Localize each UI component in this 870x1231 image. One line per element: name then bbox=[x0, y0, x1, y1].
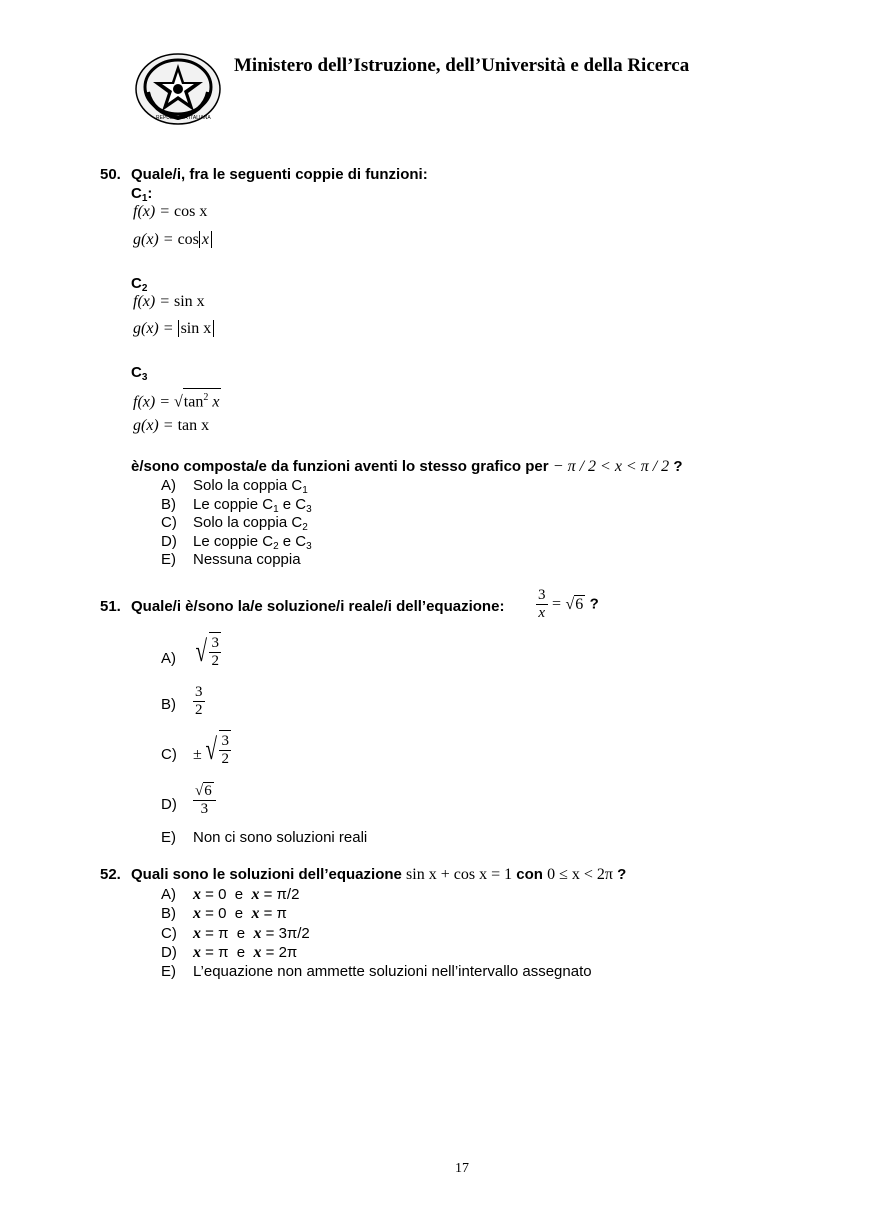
q50-pair-label: $C_1$: bbox=[131, 185, 153, 204]
q50-c1-f: f(x) = cos x bbox=[133, 203, 208, 220]
q50-c3-f: $f(x) = √\tan^2$ x bbox=[133, 388, 221, 411]
option-row: C) Solo la coppia $C_2$ bbox=[161, 514, 308, 533]
option-row: B) x = 0 e x = π bbox=[161, 905, 287, 922]
option-row: A) x = 0 e x = π/2 bbox=[161, 886, 300, 903]
page-number: 17 bbox=[455, 1161, 469, 1176]
q52-question: Quali sono le soluzioni dell’equazione sin x + cos x = 1 con 0 ≤ x < 2π ? bbox=[131, 866, 627, 883]
q50-pair-label: $C_3$ bbox=[131, 364, 148, 383]
option-row: B) Le coppie $C_1$ e $C_3$ bbox=[161, 496, 312, 515]
ministry-title: Ministero dell’Istruzione, dell’Università e della Ricerca bbox=[234, 55, 690, 76]
q50-number: 50. bbox=[100, 166, 121, 183]
q50-conclusion: è/sono composta/e da funzioni aventi lo stesso grafico per − π / 2 < x < π / 2 ? bbox=[131, 458, 683, 475]
option-row: A) Solo la coppia $C_1$ bbox=[161, 477, 308, 496]
q51-option-e: E) Non ci sono soluzioni reali bbox=[161, 829, 368, 846]
q50-question: Quale/i, fra le seguenti coppie di funzioni: bbox=[131, 166, 428, 183]
q50-pair-label: $C_2$ bbox=[131, 275, 148, 294]
q50-c3-g: g(x) = tan x bbox=[133, 417, 210, 434]
q50-c2-f: f(x) = sin x bbox=[133, 293, 205, 310]
q51-question: Quale/i è/sono la/e soluzione/i reale/i dell’equazione: bbox=[131, 598, 505, 615]
option-row: E) Nessuna coppia bbox=[161, 551, 301, 568]
emblem bbox=[134, 52, 222, 127]
option-row: C) x = π e x = 3π/2 bbox=[161, 925, 310, 942]
q50-c1-g: g(x) = cos x bbox=[133, 231, 212, 249]
q52-number: 52. bbox=[100, 866, 121, 883]
option-row: D) Le coppie $C_2$ e $C_3$ bbox=[161, 533, 312, 552]
option-row: D) x = π e x = 2π bbox=[161, 944, 298, 961]
q51-number: 51. bbox=[100, 598, 121, 615]
q50-c2-g: g(x) = sin x bbox=[133, 320, 214, 338]
q51-equation: $\frac{3}{x}$ = √6 ? bbox=[538, 587, 599, 621]
emblem-text: REPUBBLICA ITALIANA bbox=[156, 115, 211, 121]
option-row: E) L’equazione non ammette soluzioni nell’intervallo assegnato bbox=[161, 963, 592, 980]
